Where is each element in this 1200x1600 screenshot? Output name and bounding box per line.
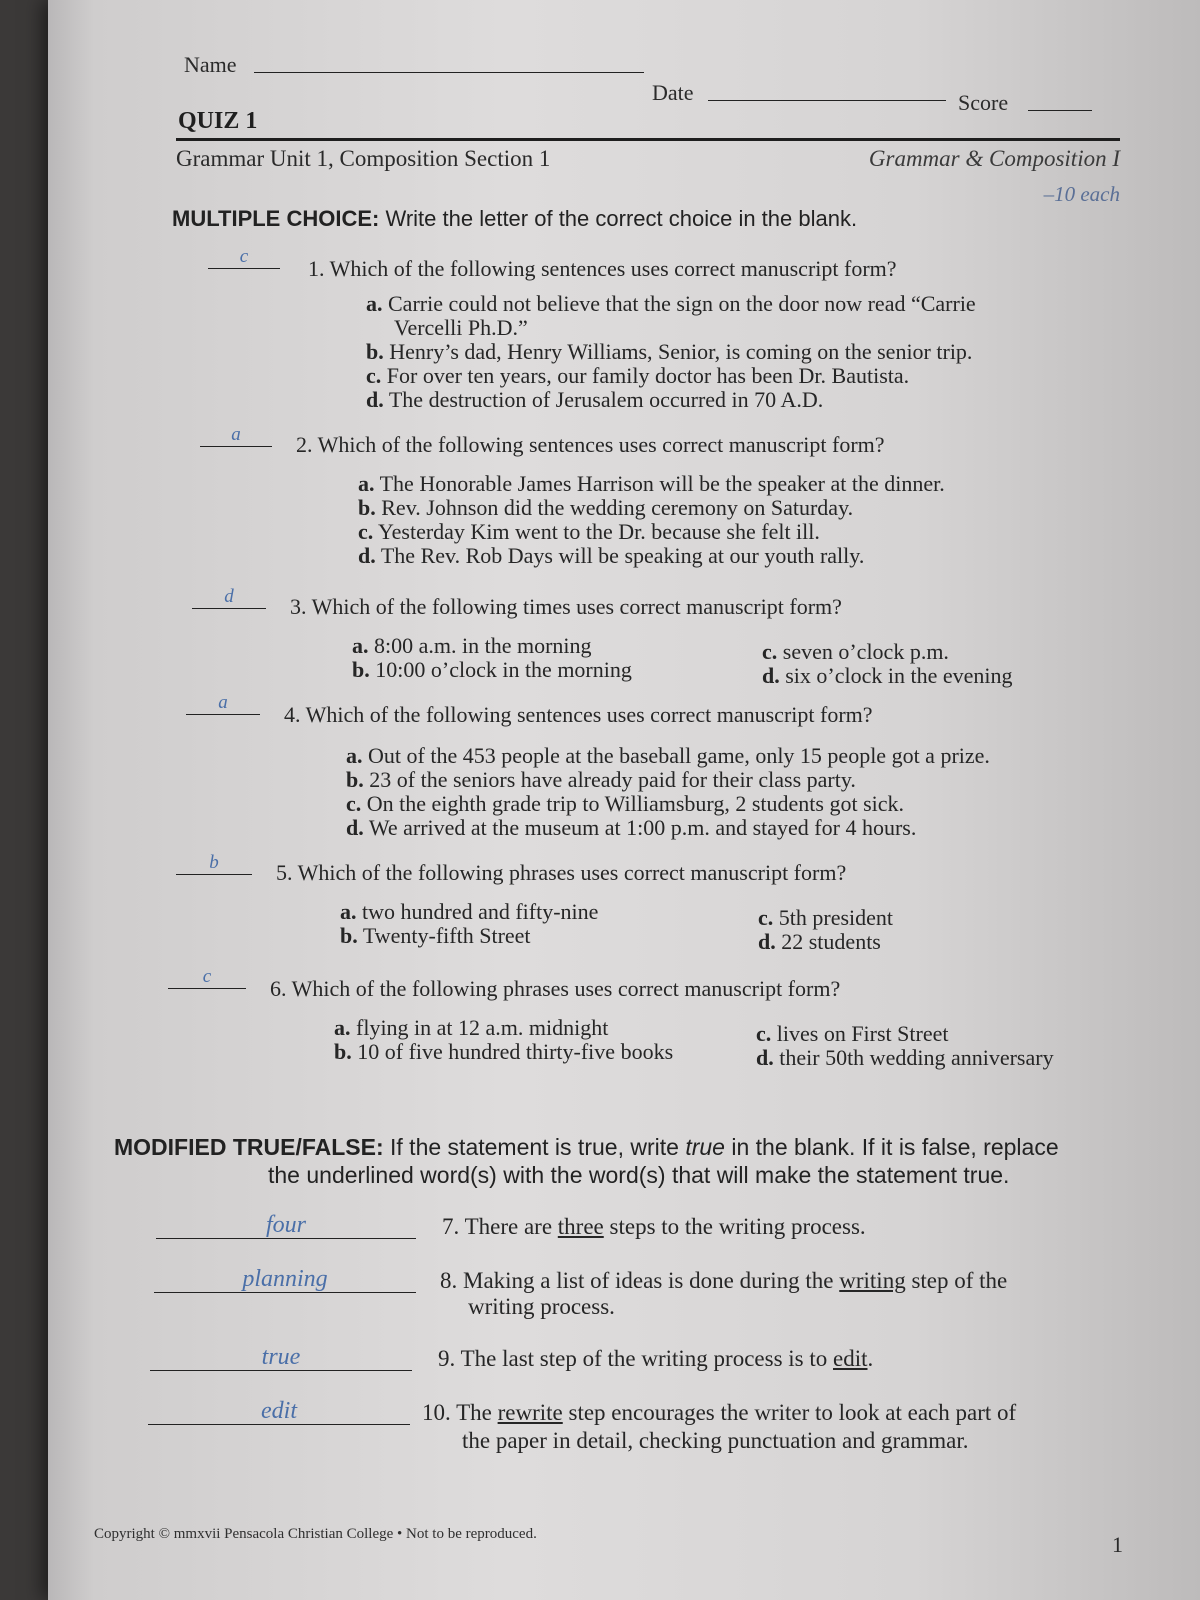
question-3: 3. Which of the following times uses correct manuscript form? [290,594,842,619]
question-6-options-left [334,1016,673,1064]
option-3a: a. 8:00 a.m. in the morning [352,633,592,658]
option-2a: a. The Honorable James Harrison will be the speaker at the dinner. [358,471,945,496]
question-6-options-right [756,1022,1054,1070]
copyright-footer: Copyright © mmxvii Pensacola Christian College • Not to be reproduced. [94,1526,537,1542]
question-4-options [346,744,990,840]
true-false-heading: MODIFIED TRUE/FALSE: If the statement is true, write true in the blank. If it is false, replace [114,1134,1059,1160]
option-1b: b. Henry’s dad, Henry Williams, Senior, is coming on the senior trip. [366,339,973,364]
tf-answer-blank-7[interactable]: four [156,1212,416,1239]
option-3b: b. 10:00 o’clock in the morning [352,657,632,682]
multiple-choice-heading [172,206,857,232]
multiple-choice-heading-bold: MULTIPLE CHOICE: [172,206,380,231]
page-number: 1 [1112,1532,1123,1557]
option-4b: b. 23 of the seniors have already paid for their class party. [346,767,856,792]
name-label: Name [184,52,237,77]
option-2c: c. Yesterday Kim went to the Dr. because she felt ill. [358,519,820,544]
name-blank[interactable] [254,72,644,73]
tf-question-10-line2: the paper in detail, checking punctuation and grammar. [462,1428,969,1453]
date-blank[interactable] [708,100,946,101]
score-label: Score [958,90,1009,115]
question-3-options-right [762,640,1013,688]
option-1c: c. For over ten years, our family doctor has been Dr. Bautista. [366,363,910,388]
question-5-options-left [340,900,598,948]
tf-question-8-line2: writing process. [468,1294,615,1319]
option-1a: a. Carrie could not believe that the sign on the door now read “Carrie [366,291,976,316]
question-1: 1. Which of the following sentences uses correct manuscript form? [308,256,897,281]
answer-blank-2[interactable]: a [200,424,272,447]
option-2d: d. The Rev. Rob Days will be speaking at our youth rally. [358,543,865,568]
tf-question-7: 7. There are three steps to the writing process. [442,1214,866,1239]
option-5b: b. Twenty-fifth Street [340,923,531,948]
course-label: Grammar & Composition I [868,146,1120,171]
question-3-options-left [352,634,632,682]
tf-question-10: 10. The rewrite step encourages the writer to look at each part of [422,1400,1017,1425]
answer-blank-4[interactable]: a [186,692,260,715]
question-2: 2. Which of the following sentences uses correct manuscript form? [296,432,885,457]
date-label: Date [652,80,694,105]
true-false-heading-line2: the underlined word(s) with the word(s) that will make the statement true. [268,1162,1010,1188]
option-3d: d. six o’clock in the evening [762,663,1013,688]
option-1a-cont: Vercelli Ph.D.” [394,315,528,340]
answer-blank-1[interactable]: c [208,246,280,269]
question-2-options [358,472,945,568]
option-5d: d. 22 students [758,929,881,954]
option-5a: a. two hundred and fifty-nine [340,899,599,924]
tf-answer-blank-9[interactable]: true [150,1344,412,1371]
unit-label: Grammar Unit 1, Composition Section 1 [176,146,551,171]
option-5c: c. 5th president [758,905,894,930]
option-6c: c. lives on First Street [756,1021,949,1046]
answer-blank-5[interactable]: b [176,852,252,875]
option-4a: a. Out of the 453 people at the baseball game, only 15 people got a prize. [346,743,990,768]
option-3c: c. seven o’clock p.m. [762,639,949,664]
question-5-options-right [758,906,893,954]
option-1d: d. The destruction of Jerusalem occurred in 70 A.D. [366,387,824,412]
option-6d: d. their 50th wedding anniversary [756,1045,1054,1070]
option-6b: b. 10 of five hundred thirty-five books [334,1039,674,1064]
question-6: 6. Which of the following phrases uses correct manuscript form? [270,976,841,1001]
question-5: 5. Which of the following phrases uses correct manuscript form? [276,860,847,885]
header-divider [176,138,1120,141]
answer-blank-6[interactable]: c [168,966,246,989]
quiz-page [48,0,1200,1600]
option-4c: c. On the eighth grade trip to Williamsburg, 2 students got sick. [346,791,905,816]
question-4: 4. Which of the following sentences uses correct manuscript form? [284,702,873,727]
multiple-choice-heading-text: Write the letter of the correct choice in the blank. [379,206,858,231]
tf-question-9: 9. The last step of the writing process is to edit. [438,1346,874,1371]
option-2b: b. Rev. Johnson did the wedding ceremony on Saturday. [358,495,854,520]
points-label: –10 each [1043,182,1120,206]
question-1-options [366,292,976,412]
answer-blank-3[interactable]: d [192,586,266,609]
option-4d: d. We arrived at the museum at 1:00 p.m. and stayed for 4 hours. [346,815,917,840]
tf-answer-blank-8[interactable]: planning [154,1266,416,1293]
tf-answer-blank-10[interactable]: edit [148,1398,410,1425]
tf-question-8: 8. Making a list of ideas is done during the writing step of the [440,1268,1008,1293]
score-blank[interactable] [1028,110,1092,111]
option-6a: a. flying in at 12 a.m. midnight [334,1015,609,1040]
quiz-title: QUIZ 1 [178,108,258,134]
